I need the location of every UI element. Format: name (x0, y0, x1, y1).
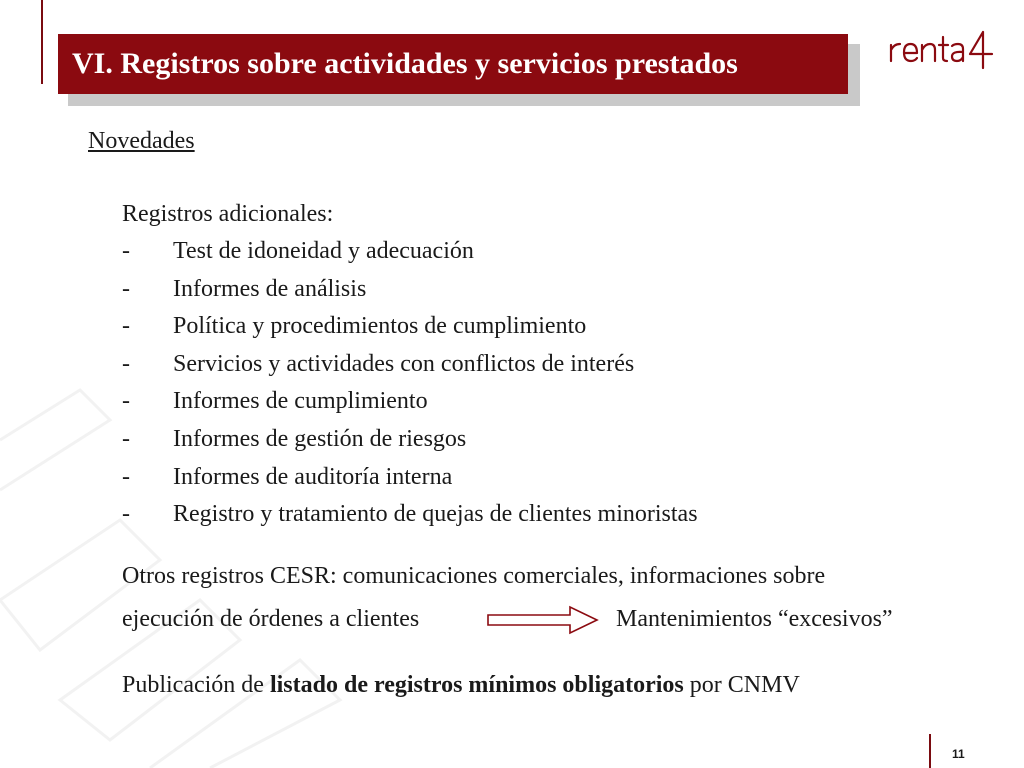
bullet-dash: - (122, 238, 130, 264)
list-item-text: Política y procedimientos de cumplimiento (173, 313, 587, 340)
publication-suffix: por CNMV (683, 672, 800, 698)
list-item (122, 308, 1002, 346)
other-records-block (122, 555, 1002, 641)
bullet-dash: - (122, 425, 130, 452)
excessive-maintenance-text: Mantenimientos “excesivos” (616, 606, 893, 632)
list-item-text: Servicios y actividades con conflictos de interés (173, 350, 635, 377)
list-item-text: Test de idoneidad y adecuación (173, 238, 474, 264)
list-item-text: Informes de cumplimiento (173, 388, 428, 415)
bullet-dash: - (122, 275, 130, 302)
page-number: 11 (952, 747, 965, 761)
additional-records-block (122, 196, 1002, 534)
list-item (122, 459, 1002, 497)
intro-text: Registros adicionales: (122, 201, 334, 227)
list-item (122, 233, 1002, 271)
list-item-text: Informes de gestión de riesgos (173, 425, 467, 452)
right-arrow-icon (486, 605, 600, 635)
publication-bold: listado de registros mínimos obligatorios (269, 672, 684, 698)
bullet-dash: - (122, 388, 130, 415)
list-item (122, 383, 1002, 421)
section-heading: Novedades (88, 128, 195, 154)
other-records-line1: Otros registros CESR: comunicaciones comerciales, informaciones sobre (122, 563, 826, 589)
list-item (122, 346, 1002, 384)
list-item-text: Informes de auditoría interna (173, 463, 453, 490)
list-item (122, 271, 1002, 309)
bullet-dash: - (122, 350, 130, 377)
bullet-dash: - (122, 463, 130, 490)
other-records-line2 (122, 597, 1002, 641)
order-execution-text: ejecución de órdenes a clientes (122, 606, 420, 632)
bullet-dash: - (122, 313, 130, 340)
list-item (122, 421, 1002, 459)
publication-line (122, 672, 800, 699)
bullet-dash: - (122, 501, 130, 528)
slide-title: VI. Registros sobre actividades y servicios prestados (72, 47, 738, 80)
bullet-list (122, 233, 1002, 534)
list-item-text: Registro y tratamiento de quejas de clientes minoristas (173, 501, 698, 528)
list-item-text: Informes de análisis (173, 275, 367, 302)
title-bar (58, 34, 848, 94)
renta4-logo (888, 28, 998, 72)
list-item (122, 496, 1002, 534)
left-accent-rule (41, 0, 43, 84)
footer-accent-rule (929, 734, 931, 768)
publication-prefix: Publicación de (122, 672, 270, 698)
